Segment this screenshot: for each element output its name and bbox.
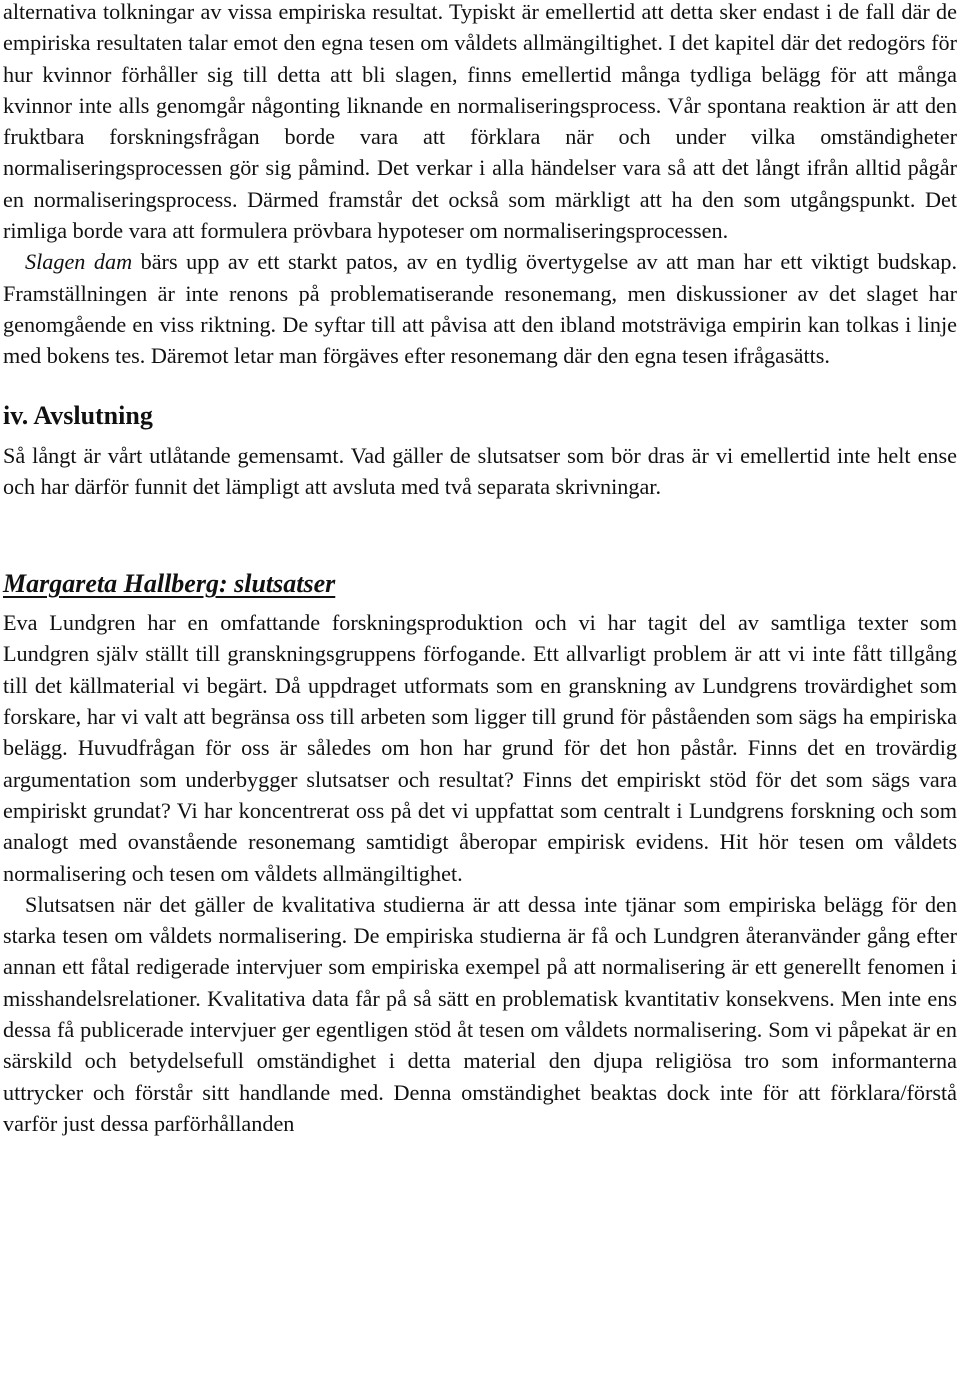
paragraph-intro-continuation: alternativa tolkningar av vissa empiriska resultat. Typiskt är emellertid att detta sker endast i de fall där de empiriska resultaten talar emot den egna tesen om våldets allmängiltighet. I det kapitel där det redogörs för hur kvinnor förhåller sig till detta att bli slagen, finns emellertid många tydliga belägg för att många kvinnor inte alls genomgår någonting liknande en normaliseringsprocess. Vår spontana reaktion är att den fruktbara forskningsfrågan borde vara att förklara när och under vilka omständigheter normaliseringsprocessen gör sig påmind. Det verkar i alla händelser vara så att det långt ifrån alltid pågår en normaliseringsprocess. Därmed framstår det också som märkligt att ha den som utgångspunkt. Det rimliga borde vara att formulera prövbara hypoteser om normaliseringsprocessen. bbox=[3, 0, 957, 244]
document-page bbox=[3, 0, 957, 1139]
section-heading-avslutning bbox=[3, 400, 957, 431]
section-heading-hallberg bbox=[3, 568, 957, 599]
paragraph-avslutning: Så långt är vårt utlåtande gemensamt. Vad gäller de slutsatser som bör dras är vi emellertid inte helt ense och har därför funnit det lämpligt att avsluta med två separata skrivningar. bbox=[3, 442, 957, 499]
paragraph-hallberg-2: Slutsatsen när det gäller de kvalitativa studierna är att dessa inte tjänar som empiriska belägg för den starka tesen om våldets normalisering. De empiriska studierna är få och Lundgren återanvänder gång efter annan ett fåtal redigerade intervjuer som empiriska exempel på att normalisering är ett generellt fenomen i misshandelsrelationer. Kvalitativa data får på så sätt en problematisk kvantitativ konsekvens. Men inte ens dessa få publicerade intervjuer ger egentligen stöd åt tesen om våldets normalisering. Som vi påpekat är en särskild och betydelsefull omständighet i detta material den djupa religiösa tro som informanterna uttrycker och förstår sitt handlande med. Denna omständighet beaktas dock inte för att förklara/förstå varför just dessa parförhållanden bbox=[3, 891, 957, 1136]
section-number: iv. bbox=[3, 400, 29, 430]
book-title-slagen-dam: Slagen dam bbox=[25, 249, 133, 275]
paragraph-slagen-dam bbox=[3, 246, 957, 371]
paragraph-hallberg-1: Eva Lundgren har en omfattande forskningsproduktion och vi har tagit del av samtliga texter som Lundgren själv ställt till granskningsgruppens förfogande. Ett allvarligt problem är att vi inte fått tillgång till det källmaterial vi begärt. Då uppdraget utformats som en granskning av Lundgrens trovärdighet som forskare, har vi valt att begränsa oss till arbeten som ligger till grund för påståenden som sägs ha empiriska belägg. Huvudfrågan för oss är således om hon har grund för det hon påstår. Finns det en trovärdig argumentation som underbygger slutsatser och resultat? Finns det empiriskt stöd för det som sägs vara empiriskt grundat? Vi har koncentrerat oss på det vi uppfattat som centralt i Lundgrens forskning och som analogt med ovanstående resonemang samtidigt åberopar empirisk evidens. Hit hör tesen om våldets normalisering och tesen om våldets allmängiltighet. bbox=[3, 610, 957, 886]
section-heading-hallberg-text: Margareta Hallberg: slutsatser bbox=[3, 569, 336, 599]
paragraph-slagen-dam-text: bärs upp av ett starkt patos, av en tydlig övertygelse av att man har ett viktigt budskap. Framställningen är inte renons på problematiserande resonemang, men diskussioner av det slaget har genomgående en viss riktning. De syftar till att påvisa att den ibland motsträviga empirin kan tolkas i linje med bokens tes. Däremot letar man förgäves efter resonemang där den egna tesen ifrågasätts. bbox=[3, 249, 957, 369]
section-title: Avslutning bbox=[33, 400, 153, 430]
